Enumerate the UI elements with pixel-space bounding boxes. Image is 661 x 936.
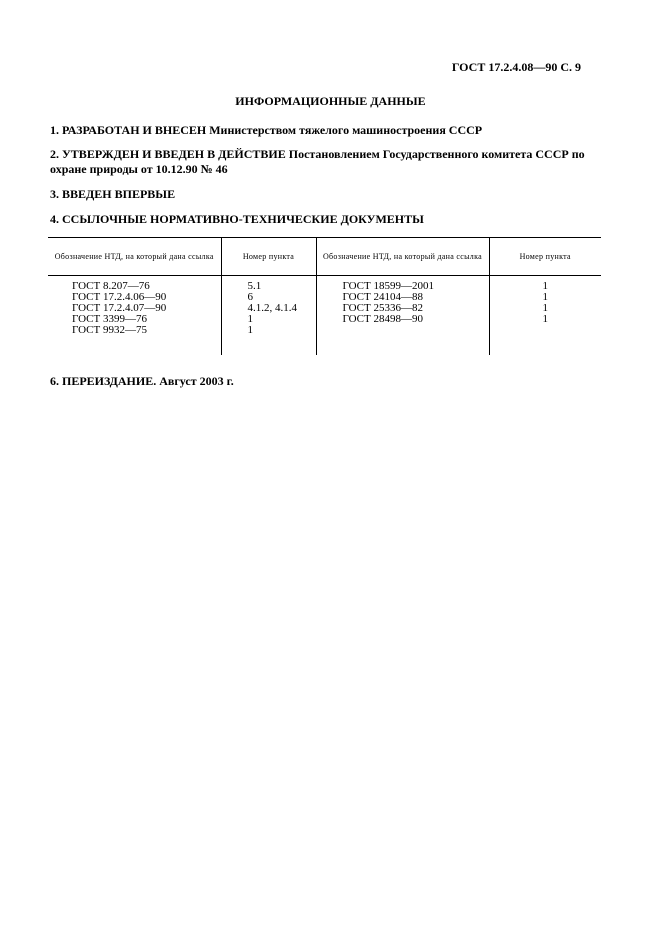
info-item-3 [50, 187, 610, 202]
table-row [48, 276, 601, 356]
cell-docs-right [316, 276, 489, 356]
col-header-point-right: Номер пункта [489, 238, 601, 276]
list-item: ГОСТ 18599—2001 [342, 280, 434, 292]
item-text: Министерством тяжелого машиностроения СССР [209, 123, 483, 137]
list-item: ГОСТ 8.207—76 [72, 280, 150, 292]
list-item: ГОСТ 9932—75 [72, 324, 147, 336]
list-item: 5.1 [247, 280, 262, 292]
list-item: 1 [542, 291, 548, 303]
item-text: Постановлением Государственного комитета СССР по охране природы от 10.12.90 № 46 [50, 147, 585, 176]
list-item: ГОСТ 25336—82 [342, 302, 423, 314]
reference-table [48, 237, 601, 355]
col-header-doc-left: Обозначение НТД, на который дана ссылка [48, 238, 221, 276]
cell-points-right [489, 276, 601, 356]
list-item: 1 [247, 313, 253, 325]
item-heading: УТВЕРЖДЕН И ВВЕДЕН В ДЕЙСТВИЕ [62, 147, 286, 161]
list-item: ГОСТ 3399—76 [72, 313, 147, 325]
section-title: ИНФОРМАЦИОННЫЕ ДАННЫЕ [235, 94, 426, 108]
cell-docs-left [48, 276, 221, 356]
item-heading: РАЗРАБОТАН И ВНЕСЕН [62, 123, 207, 137]
item-text: Август 2003 г. [159, 374, 234, 388]
cell-points-left [221, 276, 316, 356]
list-item: 1 [542, 302, 548, 314]
list-item: 4.1.2, 4.1.4 [247, 302, 297, 314]
page-header: ГОСТ 17.2.4.08—90 С. 9 [451, 60, 581, 74]
list-item: ГОСТ 24104—88 [342, 291, 423, 303]
info-item-1 [50, 123, 610, 138]
list-item: ГОСТ 17.2.4.07—90 [72, 302, 167, 314]
info-item-2 [50, 147, 610, 177]
item-heading: ПЕРЕИЗДАНИЕ. [62, 374, 157, 388]
col-header-doc-right: Обозначение НТД, на который дана ссылка [316, 238, 489, 276]
list-item: 6 [247, 291, 253, 303]
list-item: 1 [247, 324, 253, 336]
list-item: 1 [542, 280, 548, 292]
table-header-row [48, 238, 601, 276]
list-item: ГОСТ 17.2.4.06—90 [72, 291, 167, 303]
item-heading: ССЫЛОЧНЫЕ НОРМАТИВНО-ТЕХНИЧЕСКИЕ ДОКУМЕНТЫ [62, 212, 424, 226]
item-number: 4. [50, 212, 59, 226]
item-number: 3. [50, 187, 59, 201]
item-heading: ВВЕДЕН ВПЕРВЫЕ [62, 187, 176, 201]
item-number: 1. [50, 123, 59, 137]
item-number: 6. [50, 374, 59, 388]
list-item: ГОСТ 28498—90 [342, 313, 423, 325]
item-number: 2. [50, 147, 59, 161]
list-item: 1 [542, 313, 548, 325]
info-item-4 [50, 212, 610, 227]
info-item-6 [50, 374, 610, 389]
col-header-point-left: Номер пункта [221, 238, 316, 276]
